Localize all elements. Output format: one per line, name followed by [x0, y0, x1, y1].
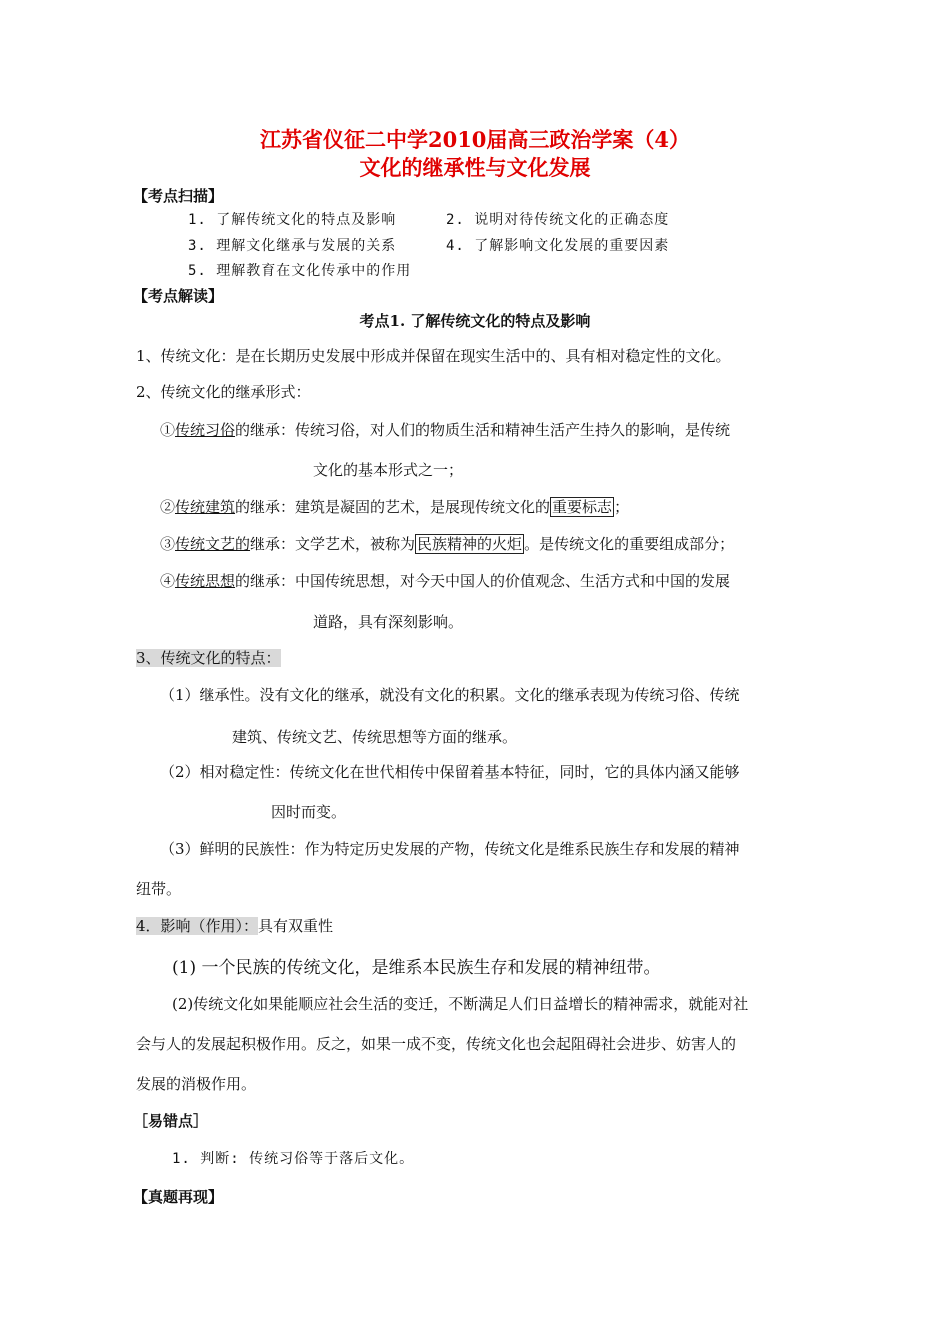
- form-item-architecture: [160, 496, 629, 517]
- boxed-term: 民族精神的火炬: [417, 535, 523, 553]
- highlighted-text: 3、传统文化的特点：: [136, 649, 281, 667]
- feature-stability: （2）相对稳定性：传统文化在世代相传中保留着基本特征，同时，它的具体内涵又能够: [160, 763, 740, 781]
- form-text: 的继承：中国传统思想，对今天中国人的价值观念、生活方式和中国的发展: [235, 572, 731, 590]
- form-end: ；: [614, 498, 630, 516]
- form-text: 继承：文学艺术，被称为: [250, 535, 416, 553]
- paragraph-influence-heading: [136, 915, 333, 936]
- form-text: 的继承：传统习俗，对人们的物质生活和精神生活产生持久的影响，是传统: [235, 421, 731, 439]
- form-text: 的继承：建筑是凝固的艺术，是展现传统文化的: [235, 498, 551, 516]
- form-term: 传统思想: [175, 572, 236, 590]
- page-title: 江苏省仪征二中学2010届高三政治学案（4）: [259, 127, 691, 152]
- influence-rest: 具有双重性: [258, 917, 334, 935]
- form-end: 。是传统文化的重要组成部分；: [524, 535, 735, 553]
- section-heading-read: 【考点解读】: [133, 287, 224, 305]
- scan-item-4: 4. 了解影响文化发展的重要因素: [446, 238, 670, 254]
- influence-item-2-cont2: 发展的消极作用。: [136, 1075, 257, 1093]
- section-heading-scan: 【考点扫描】: [133, 187, 224, 205]
- scan-item-1: 1. 了解传统文化的特点及影响: [188, 212, 397, 228]
- section-heading-exam: 【真题再现】: [133, 1188, 224, 1206]
- feature-national-cont: 纽带。: [136, 880, 182, 898]
- paragraph-features-heading: [136, 647, 281, 668]
- scan-item-2: 2. 说明对待传统文化的正确态度: [446, 212, 670, 228]
- paragraph-forms-heading: 2、传统文化的继承形式：: [136, 383, 311, 401]
- form-item-arts: [160, 533, 734, 554]
- scan-item-3: 3. 理解文化继承与发展的关系: [188, 238, 397, 254]
- highlighted-text: 4．影响（作用）：: [136, 917, 259, 935]
- form-num: ②: [160, 498, 176, 516]
- influence-item-2-cont1: 会与人的发展起积极作用。反之，如果一成不变，传统文化也会起阻碍社会进步、妨害人的: [136, 1035, 737, 1053]
- form-num: ④: [160, 572, 176, 590]
- form-item-thought-cont: 道路，具有深刻影响。: [313, 613, 464, 631]
- form-num: ①: [160, 421, 176, 439]
- form-term: 传统建筑: [175, 498, 236, 516]
- form-num: ③: [160, 535, 176, 553]
- form-item-customs-cont: 文化的基本形式之一；: [313, 461, 464, 479]
- influence-item-1: (1) 一个民族的传统文化，是维系本民族生存和发展的精神纽带。: [172, 958, 661, 978]
- point-title: 考点1. 了解传统文化的特点及影响: [359, 312, 591, 330]
- scan-item-5: 5. 理解教育在文化传承中的作用: [188, 263, 412, 279]
- error-item-1: 1. 判断: 传统习俗等于落后文化。: [172, 1151, 415, 1167]
- form-item-thought: [160, 570, 730, 591]
- boxed-term: 重要标志: [552, 498, 613, 516]
- paragraph-definition: 1、传统文化：是在长期历史发展中形成并保留在现实生活中的、具有相对稳定性的文化。: [136, 347, 731, 365]
- influence-item-2: (2)传统文化如果能顺应社会生活的变迁，不断满足人们日益增长的精神需求，就能对社: [172, 995, 749, 1013]
- feature-national: （3）鲜明的民族性：作为特定历史发展的产物，传统文化是维系民族生存和发展的精神: [160, 840, 740, 858]
- feature-inheritance: （1）继承性。没有文化的继承，就没有文化的积累。文化的继承表现为传统习俗、传统: [160, 686, 740, 704]
- feature-inheritance-cont: 建筑、传统文艺、传统思想等方面的继承。: [232, 728, 518, 746]
- feature-stability-cont: 因时而变。: [271, 803, 347, 821]
- section-heading-errors: ［易错点］: [133, 1112, 209, 1130]
- form-term: 传统文艺的: [175, 535, 251, 553]
- form-item-customs: [160, 419, 730, 440]
- page-subtitle: 文化的继承性与文化发展: [359, 155, 591, 180]
- form-term: 传统习俗: [175, 421, 236, 439]
